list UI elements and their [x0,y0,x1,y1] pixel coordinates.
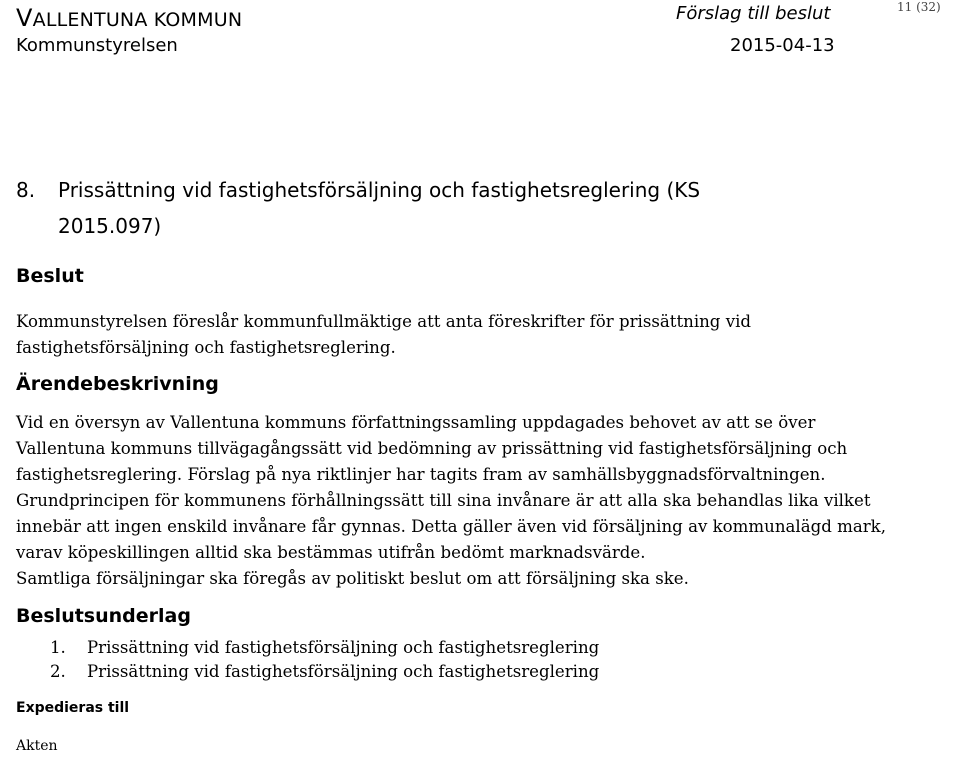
arende-line: Vallentuna kommuns tillvägagångssätt vid bedömning av prissättning vid fastighetsförsäljning och [16,439,848,458]
arende-line: Vid en översyn av Vallentuna kommuns författningssamling uppdagades behovet av att se över [16,413,816,432]
section-heading-expedieras: Expedieras till [16,700,130,716]
list-item [50,660,599,684]
arende-line: Samtliga försäljningar ska föregås av politiskt beslut om att försäljning ska ske. [16,569,689,588]
organization-name [16,4,242,32]
department-name: Kommunstyrelsen [16,35,178,56]
attachment-list [50,636,599,684]
list-item-text: Prissättning vid fastighetsförsäljning och fastighetsreglering [87,662,600,681]
beslut-line: Kommunstyrelsen föreslår kommunfullmäktige att anta föreskrifter för prissättning vid [16,312,752,331]
arende-line: fastighetsreglering. Förslag på nya riktlinjer har tagits fram av samhällsbyggnadsförvaltningen. [16,465,826,484]
section-heading-beslutsunderlag: Beslutsunderlag [16,605,191,627]
document-date: 2015-04-13 [730,35,835,56]
arende-line: varav köpeskillingen alltid ska bestämmas utifrån bedömt marknadsvärde. [16,543,646,562]
organization-name-rest: ALLENTUNA KOMMUN [32,9,243,31]
arende-paragraph [16,410,886,592]
section-heading-beslut: Beslut [16,265,84,287]
beslut-line: fastighetsförsäljning och fastighetsreglering. [16,338,396,357]
arende-line: Grundprincipen för kommunens förhållningssätt till sina invånare är att alla ska behandlas lika vilket [16,491,871,510]
section-heading-arendebeskrivning: Ärendebeskrivning [16,373,219,395]
list-item-number: 1. [50,638,66,657]
page-number: 11 (32) [897,0,941,14]
recipient-akten: Akten [16,738,58,754]
item-title-line-2: 2015.097) [58,214,162,238]
item-title [16,172,700,244]
arende-line: innebär att ingen enskild invånare får gynnas. Detta gäller även vid försäljning av kommunalägd mark, [16,517,887,536]
list-item-number: 2. [50,662,66,681]
beslut-paragraph [16,309,751,361]
document-status: Förslag till beslut [676,3,831,24]
list-item-text: Prissättning vid fastighetsförsäljning och fastighetsreglering [87,638,600,657]
item-number: 8. [16,178,36,202]
list-item [50,636,599,660]
organization-initial: V [16,4,33,32]
item-title-line-1: Prissättning vid fastighetsförsäljning och fastighetsreglering (KS [58,178,701,202]
